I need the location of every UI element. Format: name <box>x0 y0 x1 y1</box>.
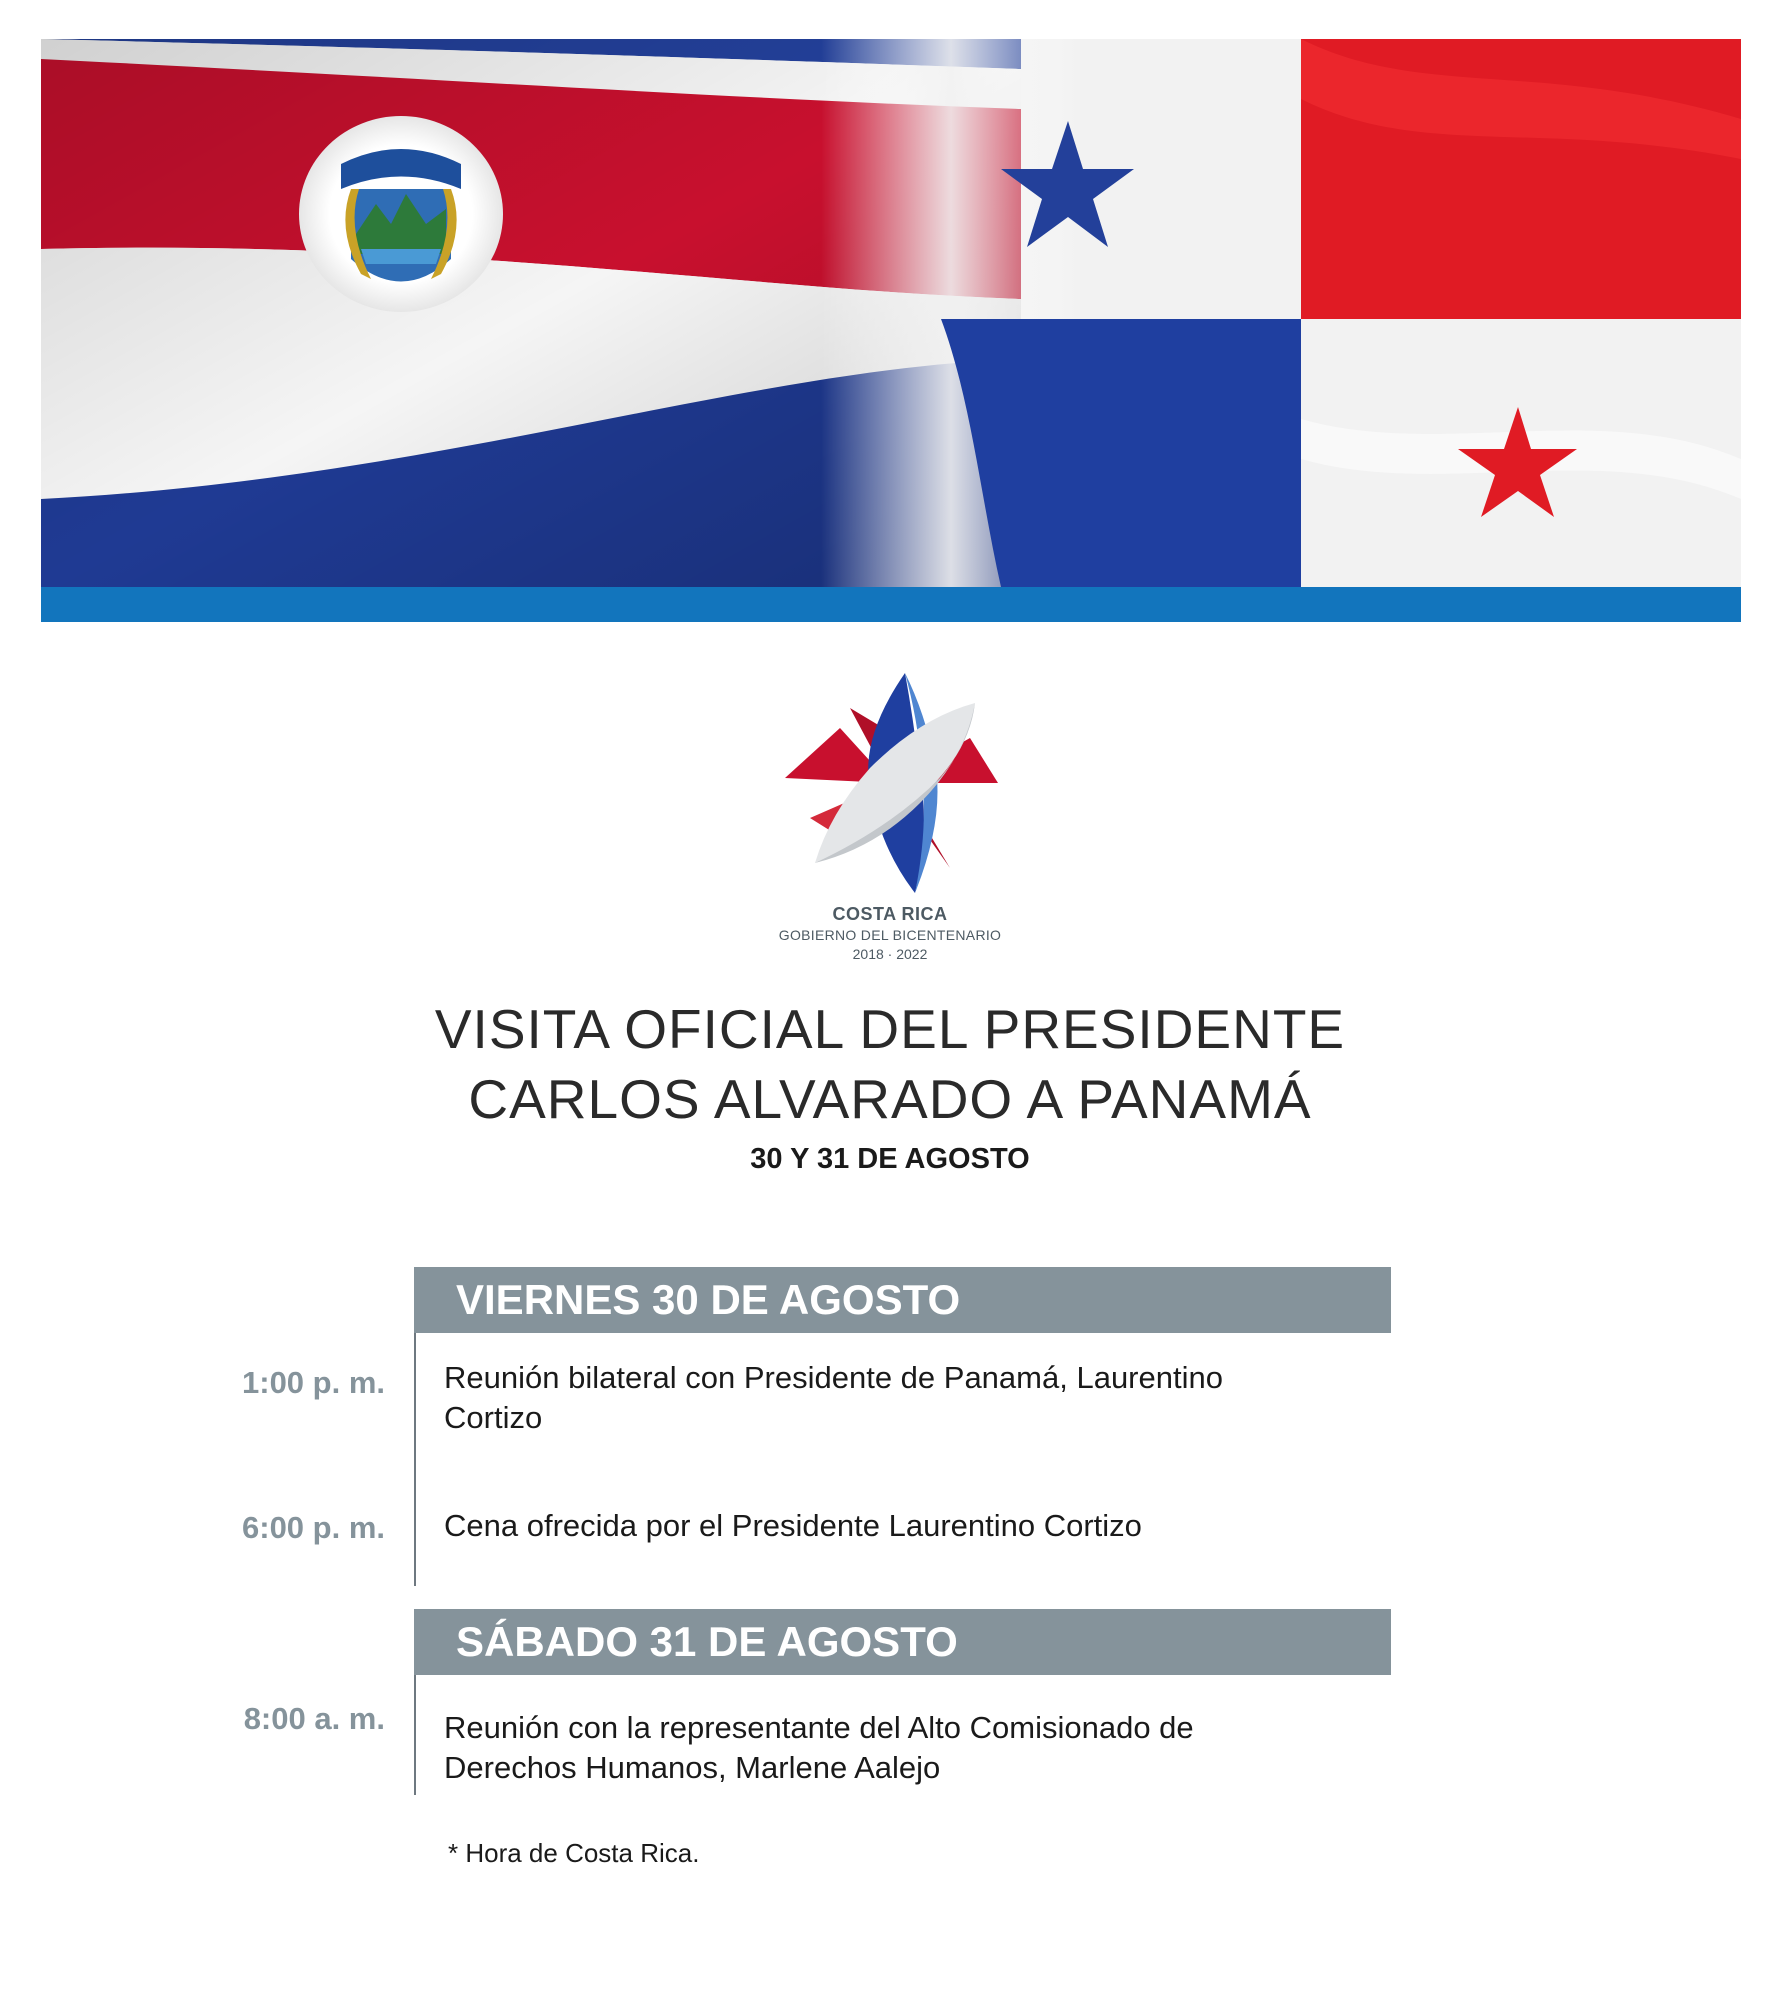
day-header-friday: VIERNES 30 DE AGOSTO <box>414 1267 1391 1333</box>
event-description <box>444 1358 1424 1438</box>
event-line: Cena ofrecida por el Presidente Laurentino Cortizo <box>444 1508 1142 1543</box>
event-line: Reunión con la representante del Alto Comisionado de <box>444 1710 1194 1745</box>
timeline-line-day1 <box>414 1333 416 1586</box>
event-line: Cortizo <box>444 1400 543 1435</box>
logo-years-text: 2018 · 2022 <box>852 946 928 962</box>
page-title-line2: CARLOS ALVARADO A PANAMÁ <box>468 1068 1312 1130</box>
flags-image <box>41 39 1741 587</box>
event-time: 8:00 a. m. <box>243 1701 385 1736</box>
bicentenario-logo <box>770 668 1010 968</box>
timeline-line-day2 <box>414 1675 416 1795</box>
page-title-line1: VISITA OFICIAL DEL PRESIDENTE <box>434 998 1346 1060</box>
star-logo-icon <box>770 668 1010 898</box>
costa-rica-coat-of-arms-icon <box>299 116 503 312</box>
banner-blue-bar <box>41 587 1741 622</box>
day-header-saturday: SÁBADO 31 DE AGOSTO <box>414 1609 1391 1675</box>
page-subtitle-dates: 30 Y 31 DE AGOSTO <box>750 1143 1030 1175</box>
logo-government-text: GOBIERNO DEL BICENTENARIO <box>778 927 1002 943</box>
logo-country-text: COSTA RICA <box>832 904 948 924</box>
event-time: 6:00 p. m. <box>242 1510 385 1545</box>
flags-banner <box>41 39 1741 587</box>
event-line: Derechos Humanos, Marlene Aalejo <box>444 1750 941 1785</box>
event-time: 1:00 p. m. <box>242 1365 385 1400</box>
timezone-footnote: * Hora de Costa Rica. <box>448 1838 700 1868</box>
event-line: Reunión bilateral con Presidente de Panamá, Laurentino <box>444 1360 1223 1395</box>
event-description <box>444 1506 1424 1546</box>
event-description <box>444 1708 1424 1788</box>
